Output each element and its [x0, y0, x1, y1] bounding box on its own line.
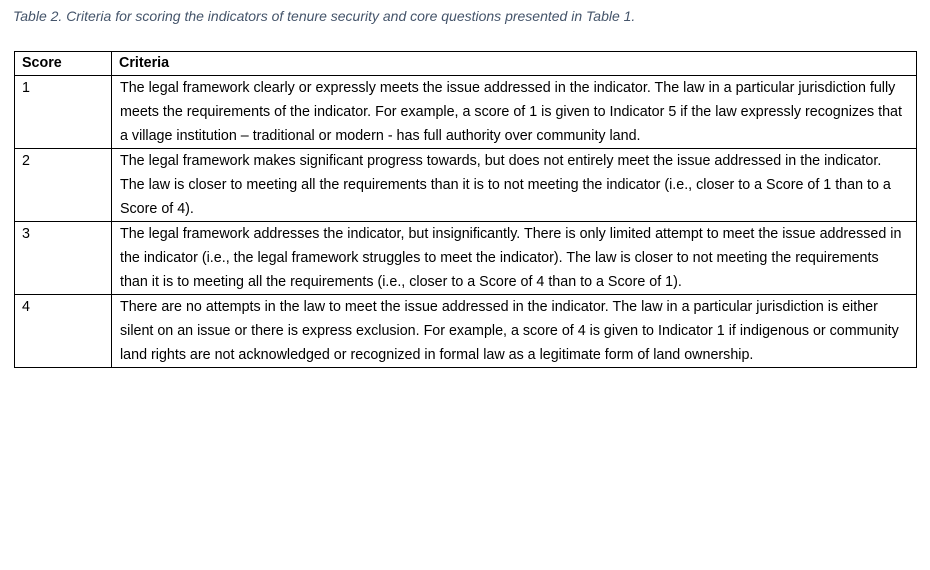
criteria-cell: The legal framework addresses the indicator, but insignificantly. There is only limited attempt to meet the issue addressed in the indicator (i.e., the legal framework struggles to meet the indicator). The law is closer to not meeting the requirements than it is to meeting all the requirements (i.e., closer to a Score of 4 than to a Score of 1). [112, 222, 917, 295]
table-header-row [15, 52, 917, 76]
score-cell: 2 [15, 149, 112, 222]
score-cell: 3 [15, 222, 112, 295]
criteria-cell: The legal framework makes significant progress towards, but does not entirely meet the issue addressed in the indicator. The law is closer to meeting all the requirements than it is to not meeting the indicator (i.e., closer to a Score of 1 than to a Score of 4). [112, 149, 917, 222]
score-cell: 1 [15, 76, 112, 149]
score-cell: 4 [15, 295, 112, 368]
criteria-table [14, 51, 917, 368]
header-score: Score [15, 52, 112, 76]
header-criteria: Criteria [112, 52, 917, 76]
table-row [15, 222, 917, 295]
table-row [15, 76, 917, 149]
table-row [15, 295, 917, 368]
criteria-cell: The legal framework clearly or expressly meets the issue addressed in the indicator. The law in a particular jurisdiction fully meets the requirements of the indicator. For example, a score of 1 is given to Indicator 5 if the law expressly recognizes that a village institution – traditional or modern - has full authority over community land. [112, 76, 917, 149]
table-row [15, 149, 917, 222]
table-caption: Table 2. Criteria for scoring the indicators of tenure security and core questions presented in Table 1. [13, 8, 636, 24]
criteria-cell: There are no attempts in the law to meet the issue addressed in the indicator. The law in a particular jurisdiction is either silent on an issue or there is express exclusion. For example, a score of 4 is given to Indicator 1 if indigenous or community land rights are not acknowledged or recognized in formal law as a legitimate form of land ownership. [112, 295, 917, 368]
